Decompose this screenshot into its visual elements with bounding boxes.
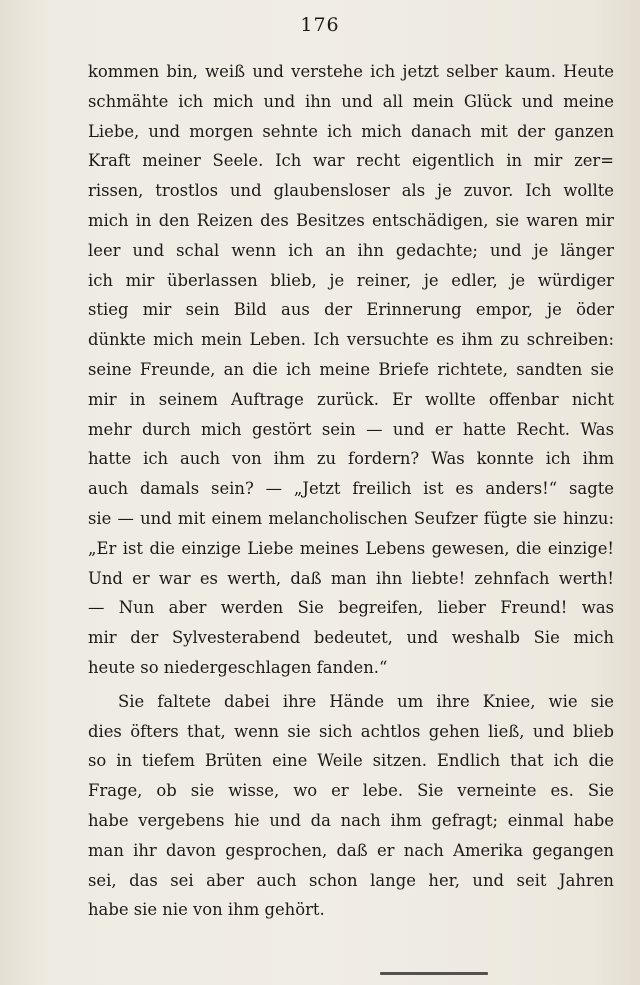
text-line: dünkte mich mein Leben. Ich versuchte es ihm zu schreiben: [88,330,614,350]
text-line: dies öfters that, wenn sie sich achtlos gehen ließ, und blieb [88,721,614,741]
text-line: mehr durch mich gestört sein — und er hatte Recht. Was [88,419,614,439]
text-line: habe vergebens hie und da nach ihm gefragt; einmal habe [88,810,614,830]
text-line: auch damals sein? — „Jetzt freilich ist es anders!“ sagte [88,479,614,499]
text-line: ich mir überlassen blieb, je reiner, je edler, je würdiger [88,270,614,290]
text-line: Frage, ob sie wisse, wo er lebe. Sie verneinte es. Sie [88,781,614,801]
text-line: schmähte ich mich und ihn und all mein Glück und meine [88,91,614,111]
text-line: sie — und mit einem melancholischen Seufzer fügte sie hinzu: [88,508,614,528]
text-line: rissen, trostlos und glaubensloser als je zuvor. Ich wollte [88,181,614,201]
text-line: seine Freunde, an die ich meine Briefe richtete, sandten sie [88,359,614,379]
text-line: sei, das sei aber auch schon lange her, und seit Jahren [88,870,614,890]
body-text [88,57,614,925]
text-line: heute so niedergeschlagen fanden.“ [88,657,388,677]
text-line: — Nun aber werden Sie begreifen, lieber Freund! was [88,598,614,618]
text-line: habe sie nie von ihm gehört. [88,900,325,920]
text-line: leer und schal wenn ich an ihn gedachte; und je länger [88,240,614,260]
text-line: mich in den Reizen des Besitzes entschädigen, sie waren mir [88,210,614,230]
text-line: Kraft meiner Seele. Ich war recht eigentlich in mir zer= [88,151,614,171]
text-line: mir in seinem Auftrage zurück. Er wollte offenbar nicht [88,389,614,409]
text-line: „Er ist die einzige Liebe meines Lebens gewesen, die einzige! [88,538,614,558]
text-line: mir der Sylvesterabend bedeutet, und weshalb Sie mich [88,628,614,648]
text-line: hatte ich auch von ihm zu fordern? Was konnte ich ihm [88,449,614,469]
text-line: stieg mir sein Bild aus der Erinnerung empor, je öder [88,300,614,320]
text-line: so in tiefem Brüten eine Weile sitzen. Endlich that ich die [88,751,614,771]
text-line: Liebe, und morgen sehnte ich mich danach mit der ganzen [88,121,614,141]
text-line: Sie faltete dabei ihre Hände um ihre Kniee, wie sie [118,691,614,711]
footer-rule [380,972,488,975]
text-line: man ihr davon gesprochen, daß er nach Amerika gegangen [88,840,614,860]
text-line: kommen bin, weiß und verstehe ich jetzt selber kaum. Heute [88,62,614,81]
text-line: Und er war es werth, daß man ihn liebte! zehnfach werth! [88,568,614,588]
page-number: 176 [300,14,340,36]
